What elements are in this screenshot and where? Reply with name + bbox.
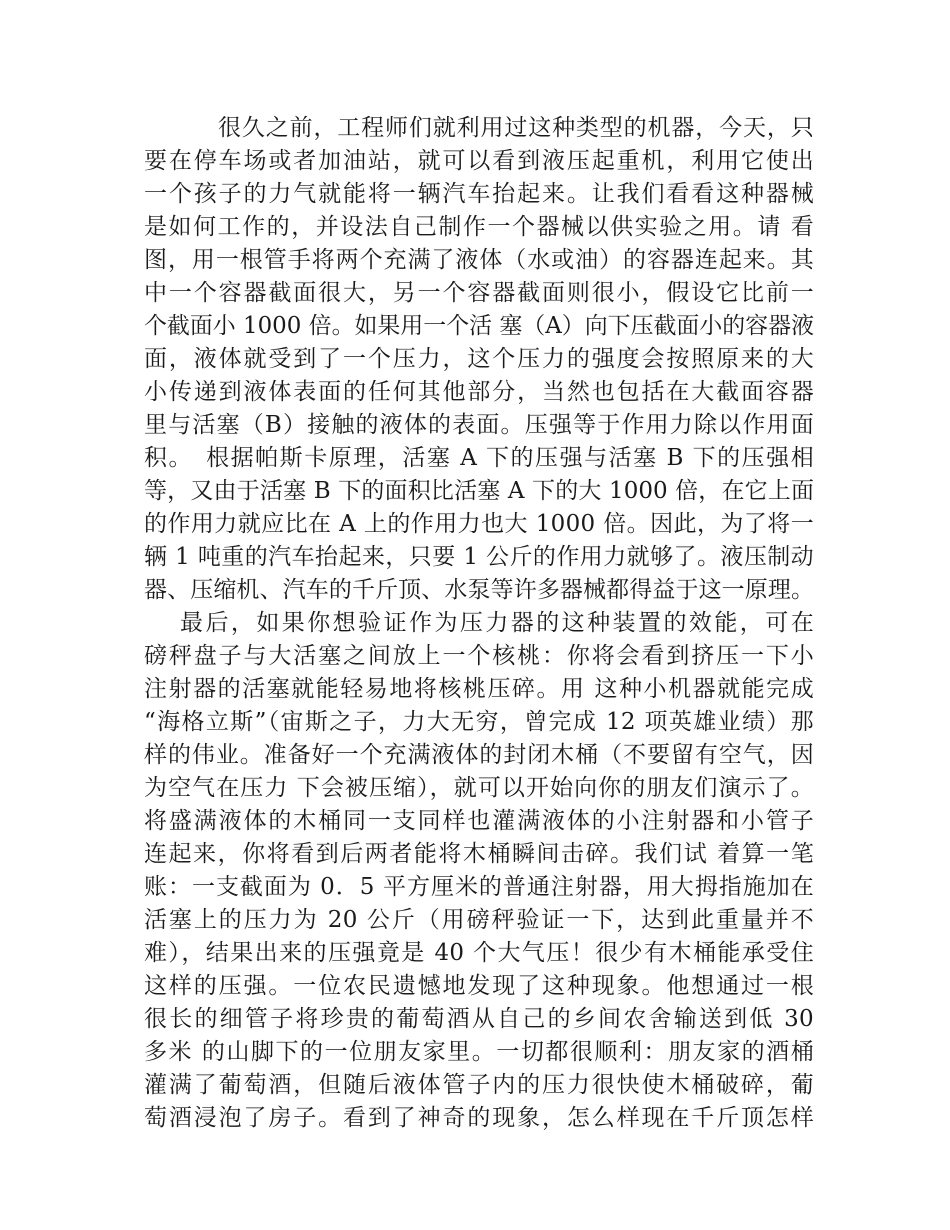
text-line: 将盛满液体的木桶同一支同样也灌满液体的小注射器和小管子 (144, 808, 814, 834)
text-line: 一个孩子的力气就能将一辆汽车抬起来。让我们看看这种器械 (144, 181, 814, 207)
text-line: 器、压缩机、汽车的千斤顶、水泵等许多器械都得益于这一原理。 (144, 577, 814, 603)
text-line: 中一个容器截面很大，另一个容器截面则很小，假设它比前一 (144, 280, 814, 306)
text-line: 等，又由于活塞 B 下的面积比活塞 A 下的大 1000 倍，在它上面 (144, 478, 814, 504)
text-line: 图，用一根管手将两个充满了液体（水或油）的容器连起来。其 (144, 247, 814, 273)
text-line: 多米 的山脚下的一位朋友家里。一切都很顺利：朋友家的酒桶 (144, 1039, 814, 1065)
text-line: 样的伟业。准备好一个充满液体的封闭木桶（不要留有空气，因 (144, 742, 814, 768)
text-line: 账：一支截面为 0．5 平方厘米的普通注射器，用大拇指施加在 (144, 874, 814, 900)
text-line: 难），结果出来的压强竟是 40 个大气压！很少有木桶能承受住 (144, 940, 814, 966)
text-line: 萄酒浸泡了房子。看到了神奇的现象，怎么样现在千斤顶怎样 (144, 1105, 814, 1131)
text-line: 个截面小 1000 倍。如果用一个活 塞（A）向下压截面小的容器液 (144, 313, 814, 339)
text-line: 最后，如果你想验证作为压力器的这种装置的效能，可在 (180, 610, 814, 636)
body-text (144, 112, 814, 1135)
text-line: 很久之前，工程师们就利用过这种类型的机器，今天，只 (218, 115, 814, 141)
text-line: 活塞上的压力为 20 公斤（用磅秤验证一下，达到此重量并不 (144, 907, 814, 933)
text-line: 这样的压强。一位农民遗憾地发现了这种现象。他想通过一根 (144, 973, 814, 999)
text-line: 面，液体就受到了一个压力，这个压力的强度会按照原来的大 (144, 346, 814, 372)
text-line: 积。 根据帕斯卡原理，活塞 A 下的压强与活塞 B 下的压强相 (144, 445, 814, 471)
text-line: 要在停车场或者加油站，就可以看到液压起重机，利用它使出 (144, 148, 814, 174)
text-line: 灌满了葡萄酒，但随后液体管子内的压力很快使木桶破碎，葡 (144, 1072, 814, 1098)
text-line: 里与活塞（B）接触的液体的表面。压强等于作用力除以作用面 (144, 412, 814, 438)
text-line: 连起来，你将看到后两者能将木桶瞬间击碎。我们试 着算一笔 (144, 841, 814, 867)
text-line: 辆 1 吨重的汽车抬起来，只要 1 公斤的作用力就够了。液压制动 (144, 544, 814, 570)
text-line: “海格立斯”（宙斯之子，力大无穷，曾完成 12 项英雄业绩）那 (144, 709, 814, 735)
text-line: 为空气在压力 下会被压缩），就可以开始向你的朋友们演示了。 (144, 775, 814, 801)
text-line: 是如何工作的，并设法自己制作一个器械以供实验之用。请 看 (144, 214, 814, 240)
text-line: 的作用力就应比在 A 上的作用力也大 1000 倍。因此，为了将一 (144, 511, 814, 537)
text-line: 注射器的活塞就能轻易地将核桃压碎。用 这种小机器就能完成 (144, 676, 814, 702)
text-line: 很长的细管子将珍贵的葡萄酒从自己的乡间农舍输送到低 30 (144, 1006, 814, 1032)
text-line: 小传递到液体表面的任何其他部分，当然也包括在大截面容器 (144, 379, 814, 405)
text-line: 磅秤盘子与大活塞之间放上一个核桃：你将会看到挤压一下小 (144, 643, 814, 669)
